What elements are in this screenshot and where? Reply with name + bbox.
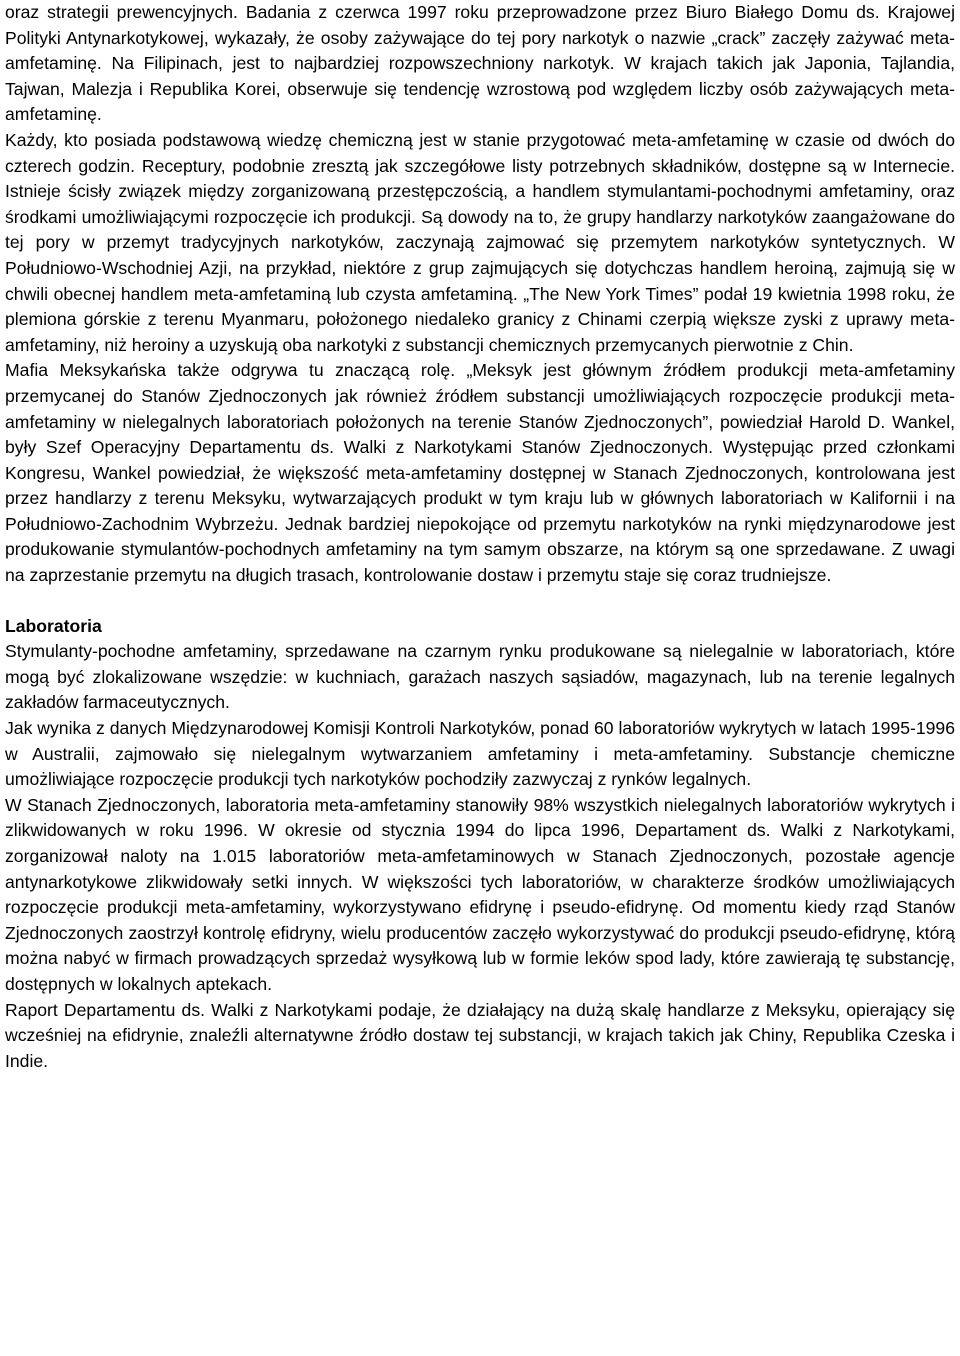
paragraph-australia: Jak wynika z danych Międzynarodowej Komisji Kontroli Narkotyków, ponad 60 laboratoriów wykrytych w latach 1995-1996 w Australii, zajmowało się nielegalnym wytwarzaniem amfetaminy i meta-amfetaminy. Substancje chemiczne umożliwiające rozpoczęcie produkcji tych narkotyków pochodziły zazwyczaj z rynków legalnych. <box>5 718 955 790</box>
section-spacer <box>5 589 955 614</box>
paragraph-stimulants: Stymulanty-pochodne amfetaminy, sprzedawane na czarnym rynku produkowane są nielegalnie w laboratoriach, które mogą być zlokalizowane wszędzie: w kuchniach, garażach naszych sąsiadów, magazynach, lub na terenie legalnych zakładów farmaceutycznych. <box>5 641 955 713</box>
paragraph-strategies: oraz strategii prewencyjnych. Badania z czerwca 1997 roku przeprowadzone przez Biuro Białego Domu ds. Krajowej Polityki Antynarkotykowej, wykazały, że osoby zażywające do tej pory narkotyk o nazwie „crack” zaczęły zażywać meta-amfetaminę. Na Filipinach, jest to najbardziej rozpowszechniony narkotyk. W krajach takich jak Japonia, Tajlandia, Tajwan, Malezja i Republika Korei, obserwuje się tendencję wzrostową pod względem liczby osób zażywających meta-amfetaminę. <box>5 2 955 125</box>
paragraph-dea-report: Raport Departamentu ds. Walki z Narkotykami podaje, że działający na dużą skalę handlarze z Meksyku, opierający się wcześniej na efidrynie, znaleźli alternatywne źródło dostaw tej substancji, w krajach takich jak Chiny, Republika Czeska i Indie. <box>5 999 955 1071</box>
document-page <box>5 0 955 1074</box>
paragraph-mexican-mafia: Mafia Meksykańska także odgrywa tu znaczącą rolę. „Meksyk jest głównym źródłem produkcji meta-amfetaminy przemycanej do Stanów Zjednoczonych jak również źródłem substancji umożliwiających rozpoczęcie produkcji meta-amfetaminy w nielegalnych laboratoriach położonych na terenie Stanów Zjednoczonych”, powiedział Harold D. Wankel, były Szef Operacyjny Departamentu ds. Walki z Narkotykami Stanów Zjednoczonych. Występując przed członkami Kongresu, Wankel powiedział, że większość meta-amfetaminy dostępnej w Stanach Zjednoczonych, kontrolowana jest przez handlarzy z terenu Meksyku, wytwarzających produkt w tym kraju lub w głównych laboratoriach w Kalifornii i na Południowo-Zachodnim Wybrzeżu. Jednak bardziej niepokojące od przemytu narkotyków na rynki międzynarodowe jest produkowanie stymulantów-pochodnych amfetaminy na tym samym obszarze, na którym są one sprzedawane. Z uwagi na zaprzestanie przemytu na długich trasach, kontrolowanie dostaw i przemytu staje się coraz trudniejsze. <box>5 360 955 586</box>
paragraph-chemical-knowledge: Każdy, kto posiada podstawową wiedzę chemiczną jest w stanie przygotować meta-amfetaminę w czasie od dwóch do czterech godzin. Receptury, podobnie zresztą jak szczegółowe listy potrzebnych składników, dostępne są w Internecie. Istnieje ścisły związek między zorganizowaną przestępczością, a handlem stymulantami-pochodnymi amfetaminy, oraz środkami umożliwiającymi rozpoczęcie ich produkcji. Są dowody na to, że grupy handlarzy narkotyków zaangażowane do tej pory w przemyt tradycyjnych narkotyków, zaczynają zajmować się przemytem narkotyków syntetycznych. W Południowo-Wschodniej Azji, na przykład, niektóre z grup zajmujących się dotychczas handlem heroiną, zajmują się w chwili obecnej handlem meta-amfetaminą lub czysta amfetaminą. „The New York Times” podał 19 kwietnia 1998 roku, że plemiona górskie z terenu Myanmaru, położonego niedaleko granicy z Chinami czerpią większe zyski z uprawy meta-amfetaminy, niż heroiny a uzyskują oba narkotyki z substancji chemicznych przemycanych pierwotnie z Chin. <box>5 129 955 355</box>
paragraph-united-states: W Stanach Zjednoczonych, laboratoria meta-amfetaminy stanowiły 98% wszystkich nielegalnych laboratoriów wykrytych i zlikwidowanych w roku 1996. W okresie od stycznia 1994 do lipca 1996, Departament ds. Walki z Narkotykami, zorganizował naloty na 1.015 laboratoriów meta-amfetaminowych w Stanach Zjednoczonych, pozostałe agencje antynarkotykowe zlikwidowały setki innych. W większości tych laboratoriów, w charakterze środków umożliwiających rozpoczęcie produkcji meta-amfetaminy, wykorzystywano efidrynę i pseudo-efidrynę. Od momentu kiedy rząd Stanów Zjednoczonych zaostrzył kontrolę efidryny, wielu producentów zaczęło wykorzystywać do produkcji pseudo-efidrynę, którą można nabyć w firmach prowadzących sprzedaż wysyłkową lub w formie leków spod lady, które zawierają tę substancję, dostępnych w lokalnych aptekach. <box>5 794 955 994</box>
section-heading: Laboratoria <box>5 615 102 636</box>
